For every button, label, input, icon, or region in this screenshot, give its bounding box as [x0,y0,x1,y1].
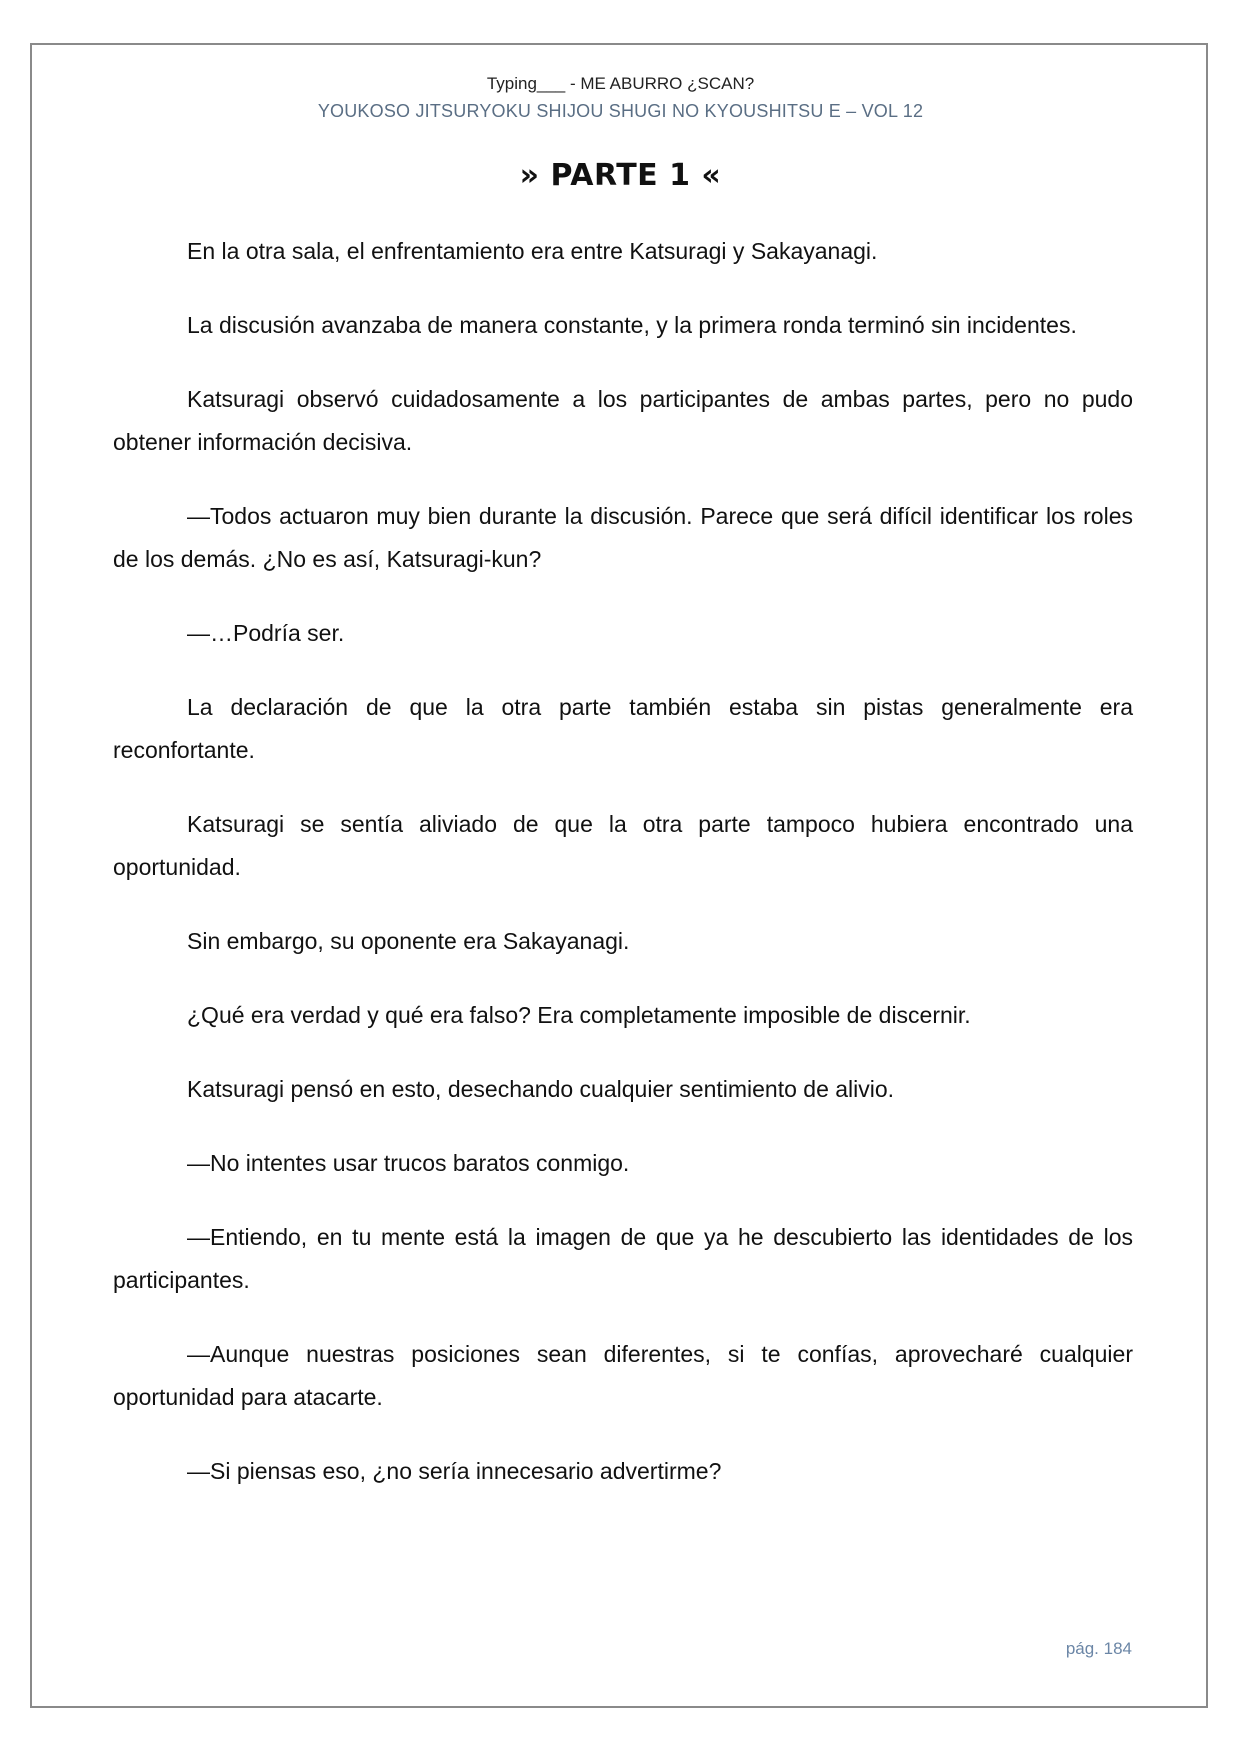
page-number: pág. 184 [1065,1639,1132,1658]
paragraph: —No intentes usar trucos baratos conmigo. [187,1150,630,1176]
paragraph: —…Podría ser. [187,620,345,646]
paragraph: —Entiendo, en tu mente está la imagen de que ya he descubierto las identidades de los participantes. [113,1224,1133,1293]
header-typing-line: Typing___ - ME ABURRO ¿SCAN? [486,74,755,93]
paragraph: —Aunque nuestras posiciones sean diferentes, si te confías, aprovecharé cualquier oportunidad para atacarte. [113,1341,1133,1410]
paragraph: Sin embargo, su oponente era Sakayanagi. [187,928,630,954]
chapter-heading: » PARTE 1 « [519,158,722,193]
header-book-title: YOUKOSO JITSURYOKU SHIJOU SHUGI NO KYOUSHITSU E – VOL 12 [317,101,924,121]
paragraph: En la otra sala, el enfrentamiento era entre Katsuragi y Sakayanagi. [187,238,878,264]
paragraph: La declaración de que la otra parte también estaba sin pistas generalmente era reconfortante. [113,694,1133,763]
paragraph: La discusión avanzaba de manera constante, y la primera ronda terminó sin incidentes. [187,312,1077,338]
paragraph: Katsuragi pensó en esto, desechando cualquier sentimiento de alivio. [187,1076,895,1102]
paragraph: ¿Qué era verdad y qué era falso? Era completamente imposible de discernir. [187,1002,971,1028]
paragraph: —Todos actuaron muy bien durante la discusión. Parece que será difícil identificar los roles de los demás. ¿No es así, Katsuragi-kun? [113,503,1133,572]
body-text [113,230,1133,1524]
paragraph: Katsuragi se sentía aliviado de que la otra parte tampoco hubiera encontrado una oportunidad. [113,811,1133,880]
paragraph: —Si piensas eso, ¿no sería innecesario advertirme? [187,1458,722,1484]
paragraph: Katsuragi observó cuidadosamente a los participantes de ambas partes, pero no pudo obtener información decisiva. [113,386,1133,455]
